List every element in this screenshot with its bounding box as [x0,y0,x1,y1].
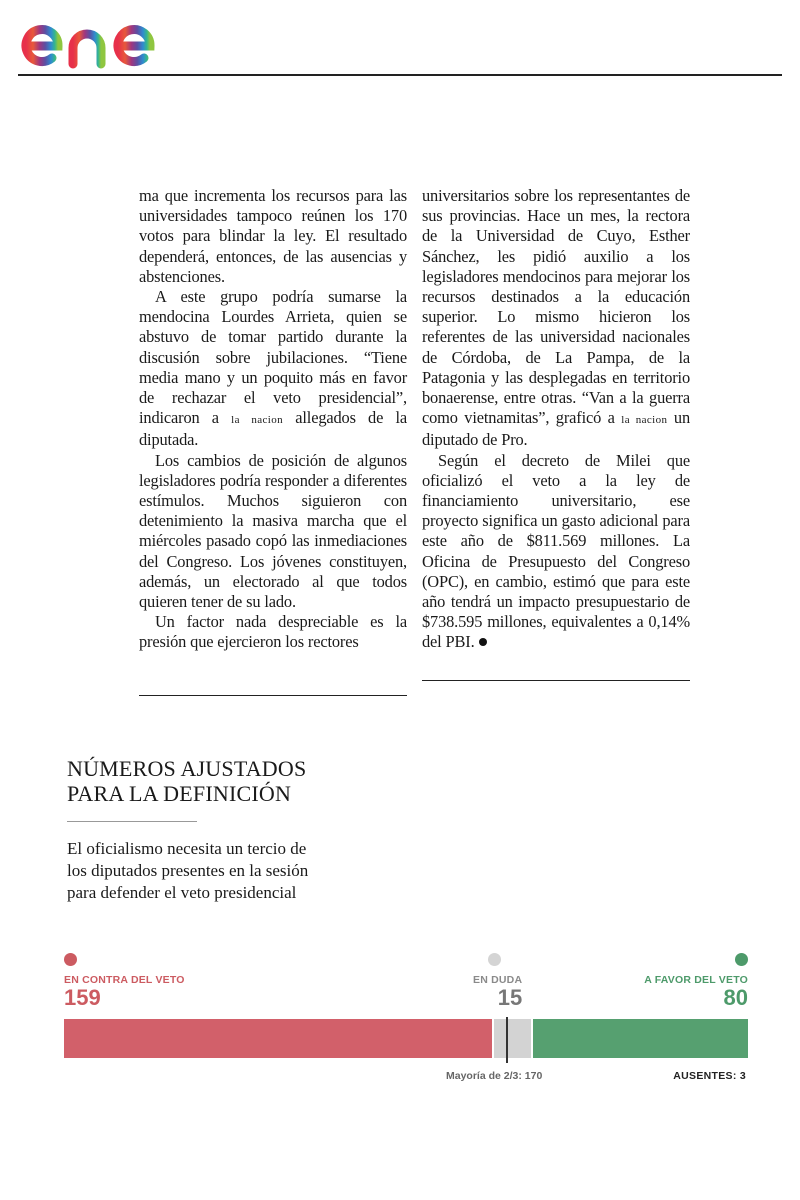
mayoria-threshold-line [506,1017,508,1063]
column-end-rule [422,680,690,681]
article-column-left [139,186,407,653]
group-en-contra [64,953,185,1010]
la-nacion-mention: la nacion [231,414,284,427]
bar-segment-a-favor [533,1019,748,1058]
bar-segment-en-contra [64,1019,492,1058]
bar-segment-en-duda [492,1019,532,1058]
mayoria-label: Mayoría de 2/3: 170 [446,1070,543,1082]
article-paragraph: Según el decreto de Milei que oficializó el veto a la ley de financiamiento universitario, ese proyecto significa un gasto adicional para este año de $811.569 millones. La Oficina de Presupuesto del Congreso (OPC), en cambio, estimó que para este año tendrá un impacto presupuestario de $738.595 millones, equivalentes a 0,14% del PBI. [422,450,690,652]
article-paragraph: universitarios sobre los representantes de sus provincias. Hace un mes, la rectora de la Universidad de Cuyo, Esther Sánchez, les pidió auxilio a los legisladores mendocinos para mejorar los recursos destinados a la educación superior. Lo mismo hicieron los referentes de las universidad nacionales de Córdoba, de La Pampa, de la Patagonia y las desplegadas en territorio bonaerense, entre otras. “Van a la guerra como vietnamitas”, graficó a la nacion un diputado de Pro. [422,186,691,450]
enel-logo [18,6,193,70]
group-count: 80 [723,985,748,1010]
group-label: EN DUDA [473,974,523,986]
header-rule [18,74,782,76]
article-column-right [422,186,690,653]
article-paragraph: ma que incrementa los recursos para las universidades tampoco reúnen los 170 votos para blindar la ley. El resultado dependerá, entonces, de las ausencias y abstenciones. [139,186,407,286]
infographic-subtitle: El oficialismo necesita un tercio de los diputados presentes en la sesión para defender el veto presidencial [67,839,309,902]
la-nacion-mention: la nacion [621,414,668,427]
article-paragraph: Un factor nada despreciable es la presión que ejercieron los rectores [139,612,407,652]
gray-dot-icon [488,953,501,966]
red-dot-icon [64,953,77,966]
article-paragraph: A este grupo podría sumarse la mendocina Lourdes Arrieta, quien se abstuvo de tomar partido durante la discusión sobre jubilaciones. “Tiene media mano y un poquito más en favor de rechazar el veto presidencial”, indicaron a la nacion allegados de la diputada. [139,287,407,450]
group-label: A FAVOR DEL VETO [644,974,748,986]
end-of-article-icon [479,638,487,646]
group-a-favor [644,953,748,1010]
group-count: 159 [64,985,101,1010]
infographic-title: NÚMEROS AJUSTADOS PARA LA DEFINICIÓN [67,756,307,806]
group-count: 15 [497,985,523,1010]
infographic-separator [67,821,197,822]
column-end-rule [139,695,407,696]
group-label: EN CONTRA DEL VETO [64,974,185,986]
green-dot-icon [735,953,748,966]
group-en-duda [473,953,522,1010]
ausentes-label: AUSENTES: 3 [673,1070,746,1082]
article-paragraph: Los cambios de posición de algunos legisladores podría responder a diferentes estímulos. Muchos siguieron con detenimiento la masiva marcha que el miércoles pasado copó las inmediaciones del Congreso. Los jóvenes constituyen, además, un electorado al que todos quieren tener de su lado. [139,450,407,612]
vote-distribution-bar [64,1019,748,1058]
